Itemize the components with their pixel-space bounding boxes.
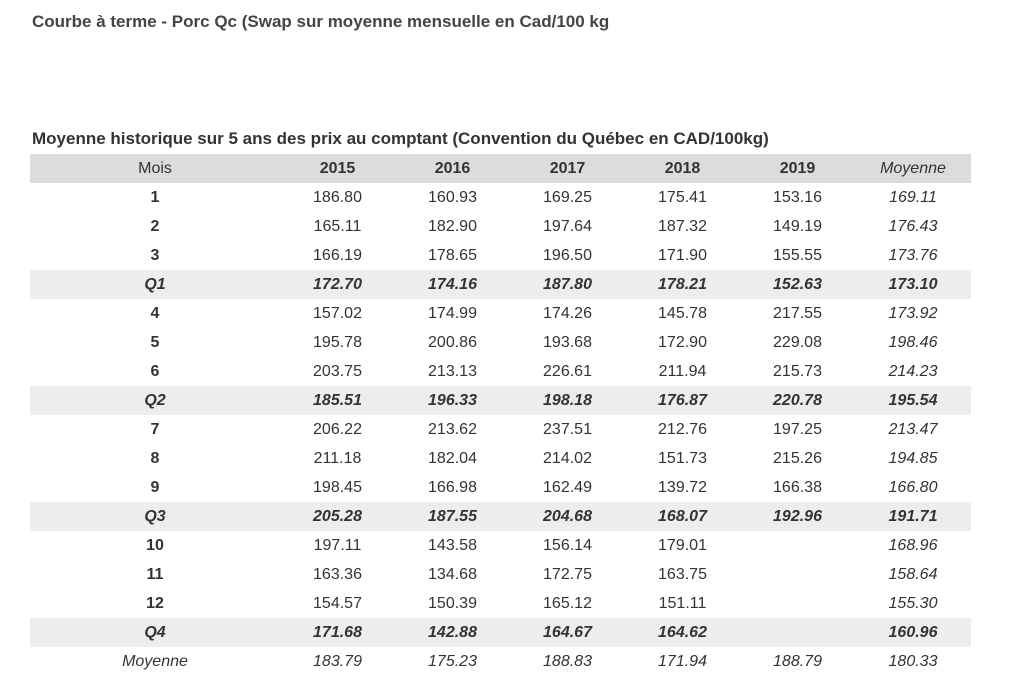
value-2019-cell: 215.26 (773, 449, 822, 467)
value-2016-cell: 178.65 (428, 246, 477, 264)
table-caption: Moyenne historique sur 5 ans des prix au comptant (Convention du Québec en CAD/100kg) (32, 129, 769, 148)
value-2017-cell: 169.25 (543, 188, 592, 206)
value-2015-cell: 172.70 (313, 275, 362, 293)
value-2016-cell: 134.68 (428, 565, 477, 583)
value-2016-cell: 175.23 (428, 652, 477, 670)
historical-price-table (30, 154, 971, 676)
table-row (30, 241, 971, 270)
value-average-cell: 173.76 (888, 246, 938, 264)
value-2019-cell (740, 589, 855, 618)
value-2017-cell: 162.49 (543, 478, 592, 496)
month-cell: 10 (146, 536, 164, 554)
month-cell: 8 (150, 449, 160, 467)
value-2018-cell: 175.41 (658, 188, 707, 206)
value-2015-cell: 154.57 (313, 594, 362, 612)
value-2016-cell: 200.86 (428, 333, 477, 351)
value-2018-cell: 139.72 (658, 478, 707, 496)
table-row (30, 415, 971, 444)
value-2019-cell: 217.55 (773, 304, 822, 322)
value-2018-cell: 211.94 (658, 362, 707, 380)
value-2018-cell: 151.11 (658, 594, 707, 612)
quarter-row (30, 270, 971, 299)
value-2017-cell: 188.83 (543, 652, 592, 670)
value-2016-cell: 187.55 (428, 507, 477, 525)
average-row (30, 647, 971, 676)
value-2015-cell: 165.11 (313, 217, 362, 235)
value-average-cell: 155.30 (888, 594, 938, 612)
header-2017: 2017 (549, 159, 586, 177)
value-2017-cell: 198.18 (543, 391, 592, 409)
value-average-cell: 194.85 (888, 449, 938, 467)
value-2016-cell: 182.90 (428, 217, 477, 235)
page-title: Courbe à terme - Porc Qc (Swap sur moyenne mensuelle en Cad/100 kg (32, 12, 610, 31)
month-cell: 7 (150, 420, 160, 438)
value-2018-cell: 151.73 (658, 449, 707, 467)
value-2015-cell: 163.36 (313, 565, 362, 583)
quarter-row (30, 386, 971, 415)
value-2016-cell: 182.04 (428, 449, 477, 467)
table-row (30, 328, 971, 357)
value-2017-cell: 187.80 (543, 275, 592, 293)
value-2018-cell: 178.21 (658, 275, 707, 293)
value-2017-cell: 214.02 (543, 449, 592, 467)
value-2019-cell: 149.19 (773, 217, 822, 235)
value-2018-cell: 172.90 (658, 333, 707, 351)
value-2019-cell: 192.96 (773, 507, 822, 525)
table-row (30, 444, 971, 473)
value-average-cell: 169.11 (889, 188, 937, 206)
value-2015-cell: 171.68 (313, 623, 362, 641)
value-average-cell: 180.33 (888, 652, 938, 670)
value-2016-cell: 150.39 (428, 594, 477, 612)
value-2018-cell: 179.01 (658, 536, 707, 554)
value-2019-cell: 166.38 (773, 478, 822, 496)
value-2016-cell: 213.13 (428, 362, 477, 380)
value-2015-cell: 166.19 (313, 246, 362, 264)
value-2019-cell: 152.63 (773, 275, 822, 293)
value-average-cell: 173.10 (888, 275, 938, 293)
value-2018-cell: 164.62 (658, 623, 707, 641)
value-2017-cell: 174.26 (543, 304, 592, 322)
value-2019-cell: 215.73 (773, 362, 822, 380)
quarter-row (30, 502, 971, 531)
table-row (30, 357, 971, 386)
value-2018-cell: 171.90 (658, 246, 707, 264)
value-2016-cell: 174.99 (428, 304, 477, 322)
month-cell: Q3 (144, 507, 166, 525)
month-cell: 11 (146, 565, 164, 583)
value-average-cell: 168.96 (888, 536, 938, 554)
value-2019-cell (740, 560, 855, 589)
table-row (30, 183, 971, 212)
quarter-row (30, 618, 971, 647)
month-cell: 1 (150, 188, 160, 206)
value-2019-cell: 188.79 (773, 652, 822, 670)
value-2017-cell: 164.67 (543, 623, 592, 641)
value-2015-cell: 186.80 (313, 188, 362, 206)
value-2018-cell: 171.94 (658, 652, 707, 670)
value-2015-cell: 203.75 (313, 362, 362, 380)
value-2016-cell: 174.16 (428, 275, 477, 293)
table-row (30, 212, 971, 241)
table-row (30, 473, 971, 502)
table-header-row (30, 154, 971, 183)
month-cell: 2 (150, 217, 160, 235)
value-2019-cell (740, 618, 855, 647)
value-average-cell: 198.46 (888, 333, 938, 351)
value-2016-cell: 196.33 (428, 391, 477, 409)
value-average-cell: 173.92 (888, 304, 938, 322)
table-row (30, 560, 971, 589)
value-2018-cell: 176.87 (658, 391, 707, 409)
header-2019: 2019 (779, 159, 816, 177)
value-2016-cell: 143.58 (428, 536, 477, 554)
value-2015-cell: 185.51 (313, 391, 362, 409)
month-cell: Q2 (144, 391, 166, 409)
value-2016-cell: 166.98 (428, 478, 477, 496)
header-2016: 2016 (434, 159, 471, 177)
header-moyenne: Moyenne (880, 159, 946, 177)
month-cell: 4 (150, 304, 160, 322)
value-2017-cell: 172.75 (543, 565, 592, 583)
value-average-cell: 214.23 (888, 362, 938, 380)
value-average-cell: 176.43 (888, 217, 938, 235)
value-2017-cell: 196.50 (543, 246, 592, 264)
value-2019-cell: 197.25 (773, 420, 822, 438)
value-2015-cell: 206.22 (313, 420, 362, 438)
value-2017-cell: 197.64 (543, 217, 592, 235)
value-2019-cell (740, 531, 855, 560)
value-average-cell: 195.54 (888, 391, 938, 409)
month-cell: Moyenne (122, 652, 188, 670)
value-2016-cell: 160.93 (428, 188, 477, 206)
value-2015-cell: 205.28 (313, 507, 362, 525)
month-cell: 6 (150, 362, 160, 380)
month-cell: Q4 (144, 623, 166, 641)
value-2015-cell: 197.11 (313, 536, 362, 554)
header-mois: Mois (138, 159, 172, 177)
month-cell: Q1 (144, 275, 166, 293)
value-2018-cell: 212.76 (658, 420, 707, 438)
value-2015-cell: 211.18 (313, 449, 362, 467)
value-2015-cell: 198.45 (313, 478, 362, 496)
table-row (30, 299, 971, 328)
value-2018-cell: 145.78 (658, 304, 707, 322)
value-2019-cell: 229.08 (773, 333, 822, 351)
value-2017-cell: 237.51 (543, 420, 592, 438)
value-2018-cell: 163.75 (658, 565, 707, 583)
value-2019-cell: 220.78 (773, 391, 822, 409)
value-2015-cell: 183.79 (313, 652, 362, 670)
value-2017-cell: 156.14 (543, 536, 592, 554)
value-average-cell: 213.47 (888, 420, 938, 438)
value-2018-cell: 168.07 (658, 507, 707, 525)
value-average-cell: 191.71 (888, 507, 938, 525)
value-2017-cell: 204.68 (543, 507, 592, 525)
month-cell: 5 (150, 333, 160, 351)
value-2017-cell: 193.68 (543, 333, 592, 351)
value-2016-cell: 142.88 (428, 623, 477, 641)
month-cell: 12 (146, 594, 164, 612)
table-row (30, 531, 971, 560)
value-2018-cell: 187.32 (658, 217, 707, 235)
table-row (30, 589, 971, 618)
header-2015: 2015 (319, 159, 356, 177)
value-2019-cell: 153.16 (773, 188, 822, 206)
month-cell: 3 (150, 246, 160, 264)
value-2019-cell: 155.55 (773, 246, 822, 264)
value-average-cell: 166.80 (888, 478, 938, 496)
value-2015-cell: 157.02 (313, 304, 362, 322)
value-average-cell: 158.64 (888, 565, 938, 583)
value-2017-cell: 165.12 (543, 594, 592, 612)
value-2015-cell: 195.78 (313, 333, 362, 351)
value-2016-cell: 213.62 (428, 420, 477, 438)
value-average-cell: 160.96 (888, 623, 938, 641)
month-cell: 9 (150, 478, 160, 496)
value-2017-cell: 226.61 (543, 362, 592, 380)
header-2018: 2018 (664, 159, 701, 177)
